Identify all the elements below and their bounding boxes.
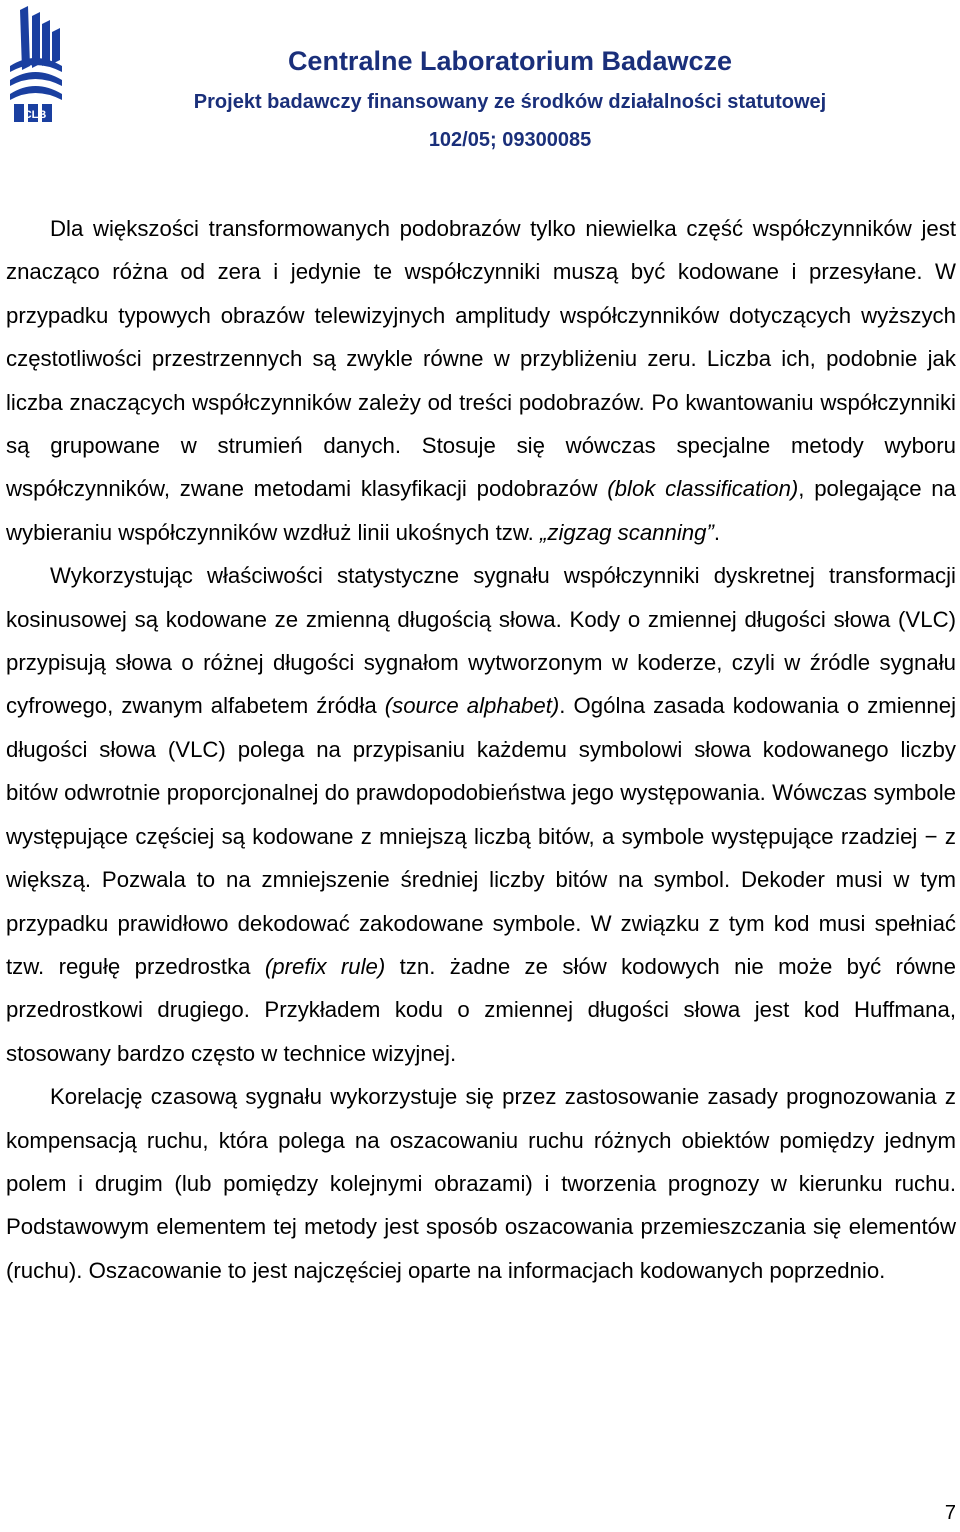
paragraph-2-text-2: . Ogólna zasada kodowania o zmiennej długości słowa (VLC) polega na przypisaniu każdemu symbolowi słowa kodowanego liczby bitów odwrotnie proporcjonalnej do prawdopodobieństwa jego występowania. Wówczas symbole występujące częściej są kodowane z mniejszą liczbą bitów, a symbole występujące rzadziej − z większą. Pozwala to na zmniejszenie średniej liczby bitów na symbol. Dekoder musi w tym przypadku prawidłowo dekodować zakodowane symbole. W związku z tym kod musi spełniać tzw. regułę przedrostka [6,693,957,979]
header-project-number: 102/05; 09300085 [428,129,592,151]
paragraph-3: Korelację czasową sygnału wykorzystuje się przez zastosowanie zasady prognozowania z kompensacją ruchu, która polega na oszacowaniu ruchu różnych obiektów pomiędzy jednym polem i drugim (lub pomiędzy kolejnymi obrazami) i tworzenia prognozy w kierunku ruchu. Podstawowym elementem tej metody jest sposób oszacowania przemieszczania się elementów (ruchu). Oszacowanie to jest najczęściej oparte na informacjach kodowanych poprzednio. [6,1084,956,1283]
header-title: Centralne Laboratorium Badawcze [287,46,733,76]
paragraph-2-text: Wykorzystując właściwości statystyczne sygnału współczynniki dyskretnej transformacji kosinusowej są kodowane ze zmienną długością słowa. Kody o zmiennej długości słowa (VLC) przypisują słowa o różnej długości sygnałom wytworzonym w koderze, czyli w źródle sygnału cyfrowego, zwanym alfabetem źródła [6,563,956,719]
paragraph-2-italic-term-2: (prefix rule) [264,953,386,979]
body-text [6,207,956,1292]
header-subtitle: Projekt badawczy finansowany ze środków działalności statutowej [193,91,827,113]
paragraph-2-text-3: tzn. żadne ze słów kodowych nie może być równe przedrostkowi drugiego. Przykładem kodu o zmiennej długości słowa jest kod Huffmana, stosowany bardzo często w technice wizyjnej. [6,953,956,1066]
paragraph-1-italic-term: (blok classification) [607,476,799,502]
paragraph-1-end: . [713,519,721,545]
paragraph-1-italic-term-2: „zigzag scanning” [539,519,714,545]
paragraph-1-text-2: , polegające na wybieraniu współczynników wzdłuż linii ukośnych tzw. [6,476,956,545]
paragraph-1 [6,207,956,554]
svg-text:CLB: CLB [23,109,47,121]
paragraph-2-italic-term: (source alphabet) [384,693,560,719]
paragraph-1-text: Dla większości transformowanych podobrazów tylko niewielka część współczynników jest znacząco różna od zera i jedynie te współczynniki muszą być kodowane i przesyłane. W przypadku typowych obrazów telewizyjnych amplitudy współczynników dotyczących wyższych częstotliwości przestrzennych są zwykle równe w przybliżeniu zeru. Liczba ich, podobnie jak liczba znaczących współczynników zależy od treści podobrazów. Po kwantowaniu współczynniki są grupowane w strumień danych. Stosuje się wówczas specjalne metody wyboru współczynników, zwane metodami klasyfikacji podobrazów [6,216,956,502]
page-number: 7 [944,1502,956,1524]
document-header [0,44,960,154]
paragraph-2 [6,554,956,1075]
